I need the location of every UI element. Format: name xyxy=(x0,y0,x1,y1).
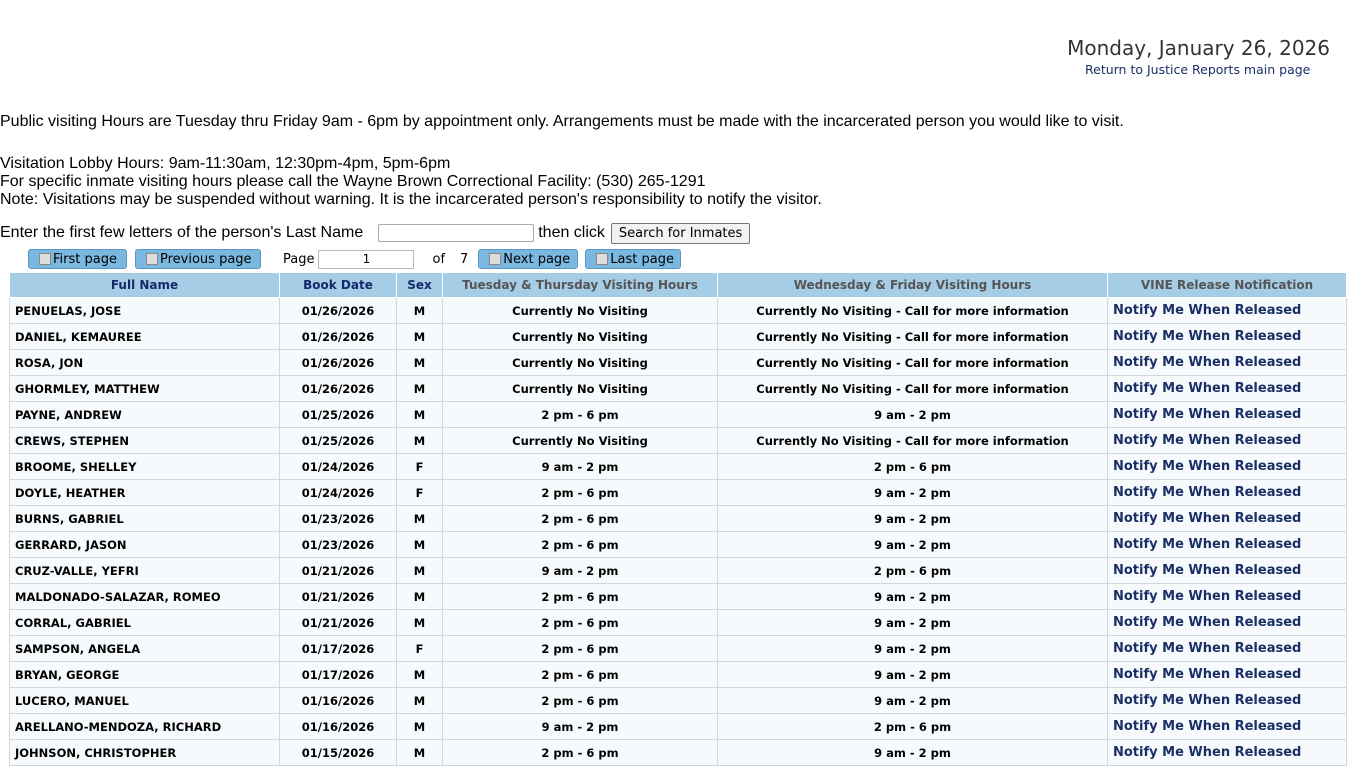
notify-me-link[interactable]: Notify Me When Released xyxy=(1108,714,1347,740)
cell-full-name: ARELLANO-MENDOZA, RICHARD xyxy=(10,714,280,740)
cell-tue-thu-hours: 9 am - 2 pm xyxy=(443,454,718,480)
table-row xyxy=(10,350,1347,376)
cell-full-name: BURNS, GABRIEL xyxy=(10,506,280,532)
cell-wed-fri-hours: 9 am - 2 pm xyxy=(718,740,1108,766)
suspension-note: Note: Visitations may be suspended without warning. It is the incarcerated person's responsibility to notify the visitor. xyxy=(0,191,822,208)
last-page-button[interactable] xyxy=(585,249,681,269)
table-row xyxy=(10,688,1347,714)
cell-sex: M xyxy=(397,688,443,714)
notify-me-link[interactable]: Notify Me When Released xyxy=(1108,324,1347,350)
cell-tue-thu-hours: Currently No Visiting xyxy=(443,428,718,454)
cell-book-date: 01/26/2026 xyxy=(280,298,397,324)
cell-book-date: 01/26/2026 xyxy=(280,376,397,402)
header-book-date[interactable]: Book Date xyxy=(280,273,397,298)
cell-full-name: GHORMLEY, MATTHEW xyxy=(10,376,280,402)
cell-sex: M xyxy=(397,714,443,740)
cell-full-name: BROOME, SHELLEY xyxy=(10,454,280,480)
cell-book-date: 01/24/2026 xyxy=(280,454,397,480)
table-row xyxy=(10,558,1347,584)
cell-wed-fri-hours: Currently No Visiting - Call for more information xyxy=(718,376,1108,402)
cell-full-name: CRUZ-VALLE, YEFRI xyxy=(10,558,280,584)
previous-page-button[interactable] xyxy=(135,249,261,269)
cell-full-name: JOHNSON, CHRISTOPHER xyxy=(10,740,280,766)
cell-book-date: 01/16/2026 xyxy=(280,688,397,714)
cell-book-date: 01/23/2026 xyxy=(280,532,397,558)
cell-wed-fri-hours: 9 am - 2 pm xyxy=(718,480,1108,506)
cell-sex: M xyxy=(397,740,443,766)
cell-full-name: SAMPSON, ANGELA xyxy=(10,636,280,662)
cell-tue-thu-hours: 2 pm - 6 pm xyxy=(443,636,718,662)
cell-wed-fri-hours: 9 am - 2 pm xyxy=(718,610,1108,636)
cell-sex: M xyxy=(397,610,443,636)
cell-tue-thu-hours: Currently No Visiting xyxy=(443,324,718,350)
cell-wed-fri-hours: 9 am - 2 pm xyxy=(718,584,1108,610)
notify-me-link[interactable]: Notify Me When Released xyxy=(1108,584,1347,610)
current-date: Monday, January 26, 2026 xyxy=(1067,36,1330,60)
cell-tue-thu-hours: 2 pm - 6 pm xyxy=(443,688,718,714)
cell-tue-thu-hours: Currently No Visiting xyxy=(443,376,718,402)
next-page-button[interactable] xyxy=(478,249,578,269)
header-sex[interactable]: Sex xyxy=(397,273,443,298)
visiting-hours-info: Public visiting Hours are Tuesday thru Friday 9am - 6pm by appointment only. Arrangements must be made with the incarcerated person you would like to visit. xyxy=(0,113,1124,130)
cell-tue-thu-hours: 2 pm - 6 pm xyxy=(443,532,718,558)
return-to-reports-link[interactable]: Return to Justice Reports main page xyxy=(1085,62,1311,77)
cell-full-name: DANIEL, KEMAUREE xyxy=(10,324,280,350)
notify-me-link[interactable]: Notify Me When Released xyxy=(1108,532,1347,558)
cell-sex: M xyxy=(397,324,443,350)
of-label: of xyxy=(432,251,446,267)
cell-tue-thu-hours: 9 am - 2 pm xyxy=(443,558,718,584)
broken-image-icon xyxy=(596,253,608,265)
cell-sex: M xyxy=(397,428,443,454)
table-row xyxy=(10,480,1347,506)
header-full-name[interactable]: Full Name xyxy=(10,273,280,298)
cell-wed-fri-hours: Currently No Visiting - Call for more information xyxy=(718,324,1108,350)
cell-book-date: 01/25/2026 xyxy=(280,428,397,454)
table-row xyxy=(10,584,1347,610)
notify-me-link[interactable]: Notify Me When Released xyxy=(1108,480,1347,506)
last-page-label: Last page xyxy=(610,251,674,267)
table-row xyxy=(10,506,1347,532)
cell-full-name: BRYAN, GEORGE xyxy=(10,662,280,688)
table-row xyxy=(10,402,1347,428)
cell-book-date: 01/23/2026 xyxy=(280,506,397,532)
page-label: Page xyxy=(283,251,315,267)
notify-me-link[interactable]: Notify Me When Released xyxy=(1108,298,1347,324)
broken-image-icon xyxy=(146,253,158,265)
cell-book-date: 01/21/2026 xyxy=(280,558,397,584)
last-name-input[interactable] xyxy=(378,224,534,242)
search-form xyxy=(0,222,750,244)
search-inmates-button[interactable]: Search for Inmates xyxy=(611,223,750,244)
cell-tue-thu-hours: 2 pm - 6 pm xyxy=(443,402,718,428)
table-row xyxy=(10,324,1347,350)
cell-wed-fri-hours: 9 am - 2 pm xyxy=(718,402,1108,428)
cell-book-date: 01/15/2026 xyxy=(280,740,397,766)
notify-me-link[interactable]: Notify Me When Released xyxy=(1108,610,1347,636)
pagination xyxy=(28,248,681,270)
table-row xyxy=(10,298,1347,324)
cell-book-date: 01/25/2026 xyxy=(280,402,397,428)
cell-book-date: 01/21/2026 xyxy=(280,610,397,636)
cell-tue-thu-hours: 2 pm - 6 pm xyxy=(443,662,718,688)
cell-wed-fri-hours: 2 pm - 6 pm xyxy=(718,454,1108,480)
header-wed-fri-hours: Wednesday & Friday Visiting Hours xyxy=(718,273,1108,298)
notify-me-link[interactable]: Notify Me When Released xyxy=(1108,376,1347,402)
notify-me-link[interactable]: Notify Me When Released xyxy=(1108,506,1347,532)
cell-book-date: 01/17/2026 xyxy=(280,662,397,688)
cell-sex: F xyxy=(397,636,443,662)
next-page-label: Next page xyxy=(503,251,571,267)
cell-tue-thu-hours: 2 pm - 6 pm xyxy=(443,506,718,532)
cell-full-name: GERRARD, JASON xyxy=(10,532,280,558)
cell-tue-thu-hours: 2 pm - 6 pm xyxy=(443,610,718,636)
cell-tue-thu-hours: 2 pm - 6 pm xyxy=(443,740,718,766)
previous-page-label: Previous page xyxy=(160,251,252,267)
cell-full-name: CREWS, STEPHEN xyxy=(10,428,280,454)
cell-sex: M xyxy=(397,506,443,532)
cell-full-name: ROSA, JON xyxy=(10,350,280,376)
cell-wed-fri-hours: 9 am - 2 pm xyxy=(718,532,1108,558)
cell-wed-fri-hours: 9 am - 2 pm xyxy=(718,688,1108,714)
cell-book-date: 01/24/2026 xyxy=(280,480,397,506)
cell-sex: M xyxy=(397,532,443,558)
cell-book-date: 01/26/2026 xyxy=(280,350,397,376)
notify-me-link[interactable]: Notify Me When Released xyxy=(1108,558,1347,584)
first-page-label: First page xyxy=(53,251,117,267)
notify-me-link[interactable]: Notify Me When Released xyxy=(1108,662,1347,688)
table-row xyxy=(10,376,1347,402)
table-row xyxy=(10,454,1347,480)
notify-me-link[interactable]: Notify Me When Released xyxy=(1108,350,1347,376)
cell-tue-thu-hours: Currently No Visiting xyxy=(443,298,718,324)
cell-sex: M xyxy=(397,558,443,584)
cell-tue-thu-hours: 2 pm - 6 pm xyxy=(443,584,718,610)
broken-image-icon xyxy=(39,253,51,265)
cell-wed-fri-hours: Currently No Visiting - Call for more information xyxy=(718,350,1108,376)
cell-full-name: PENUELAS, JOSE xyxy=(10,298,280,324)
notify-me-link[interactable]: Notify Me When Released xyxy=(1108,402,1347,428)
total-pages: 7 xyxy=(460,251,469,267)
notify-me-link[interactable]: Notify Me When Released xyxy=(1108,636,1347,662)
cell-sex: M xyxy=(397,350,443,376)
cell-wed-fri-hours: 9 am - 2 pm xyxy=(718,636,1108,662)
table-header-row xyxy=(10,273,1347,298)
then-click-label: then click xyxy=(538,224,605,241)
cell-full-name: MALDONADO-SALAZAR, ROMEO xyxy=(10,584,280,610)
header-vine-notification: VINE Release Notification xyxy=(1108,273,1347,298)
cell-wed-fri-hours: 9 am - 2 pm xyxy=(718,662,1108,688)
table-row xyxy=(10,662,1347,688)
notify-me-link[interactable]: Notify Me When Released xyxy=(1108,428,1347,454)
inmate-table xyxy=(9,272,1347,766)
cell-book-date: 01/26/2026 xyxy=(280,324,397,350)
table-row xyxy=(10,532,1347,558)
facility-phone-info: For specific inmate visiting hours please call the Wayne Brown Correctional Facility: (530) 265-1291 xyxy=(0,173,706,190)
table-row xyxy=(10,740,1347,766)
cell-full-name: DOYLE, HEATHER xyxy=(10,480,280,506)
cell-sex: M xyxy=(397,402,443,428)
header-tue-thu-hours: Tuesday & Thursday Visiting Hours xyxy=(443,273,718,298)
cell-tue-thu-hours: 2 pm - 6 pm xyxy=(443,480,718,506)
cell-wed-fri-hours: Currently No Visiting - Call for more information xyxy=(718,298,1108,324)
cell-tue-thu-hours: 9 am - 2 pm xyxy=(443,714,718,740)
cell-sex: M xyxy=(397,376,443,402)
cell-wed-fri-hours: 2 pm - 6 pm xyxy=(718,558,1108,584)
table-row xyxy=(10,714,1347,740)
lobby-hours-info: Visitation Lobby Hours: 9am-11:30am, 12:30pm-4pm, 5pm-6pm xyxy=(0,155,451,172)
notify-me-link[interactable]: Notify Me When Released xyxy=(1108,688,1347,714)
cell-book-date: 01/17/2026 xyxy=(280,636,397,662)
broken-image-icon xyxy=(489,253,501,265)
cell-wed-fri-hours: 2 pm - 6 pm xyxy=(718,714,1108,740)
table-row xyxy=(10,610,1347,636)
cell-sex: F xyxy=(397,454,443,480)
table-row xyxy=(10,428,1347,454)
cell-tue-thu-hours: Currently No Visiting xyxy=(443,350,718,376)
cell-sex: M xyxy=(397,584,443,610)
page-number-input[interactable] xyxy=(318,250,414,269)
notify-me-link[interactable]: Notify Me When Released xyxy=(1108,454,1347,480)
notify-me-link[interactable]: Notify Me When Released xyxy=(1108,740,1347,766)
cell-full-name: PAYNE, ANDREW xyxy=(10,402,280,428)
cell-wed-fri-hours: Currently No Visiting - Call for more information xyxy=(718,428,1108,454)
first-page-button[interactable] xyxy=(28,249,127,269)
cell-full-name: LUCERO, MANUEL xyxy=(10,688,280,714)
cell-wed-fri-hours: 9 am - 2 pm xyxy=(718,506,1108,532)
cell-sex: M xyxy=(397,298,443,324)
cell-book-date: 01/16/2026 xyxy=(280,714,397,740)
cell-book-date: 01/21/2026 xyxy=(280,584,397,610)
cell-sex: M xyxy=(397,662,443,688)
cell-full-name: CORRAL, GABRIEL xyxy=(10,610,280,636)
search-prompt: Enter the first few letters of the person's Last Name xyxy=(0,224,364,241)
cell-sex: F xyxy=(397,480,443,506)
table-row xyxy=(10,636,1347,662)
